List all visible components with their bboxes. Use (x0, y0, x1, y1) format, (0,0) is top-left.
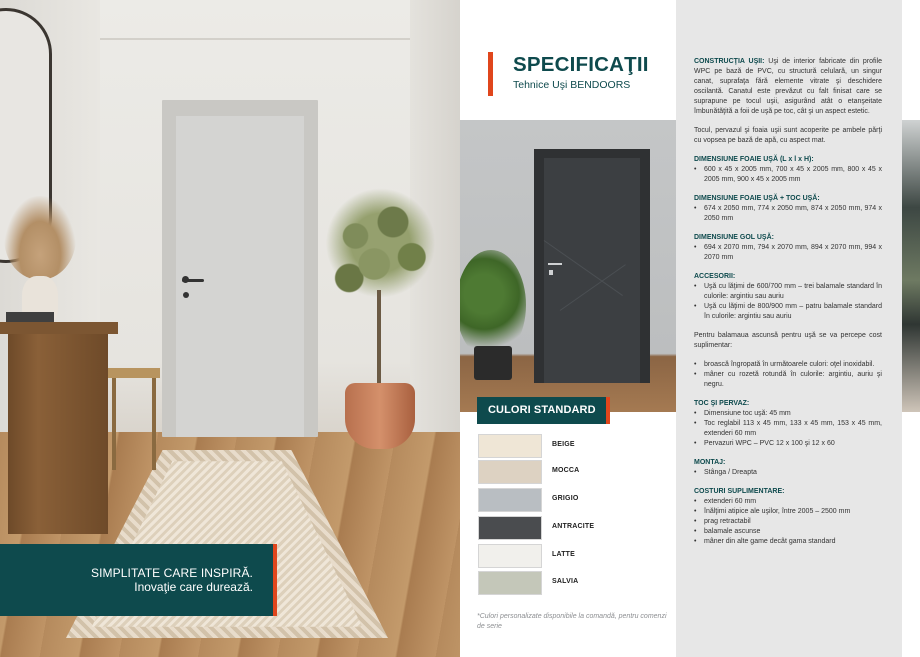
list-item: • 600 x 45 x 2005 mm, 700 x 45 x 2005 mm, 800 x 45 x 2005 mm, 900 x 45 x 2005 mm (694, 165, 882, 185)
color-swatch (478, 488, 542, 512)
section-title: DIMENSIUNE GOL UŞĂ: (694, 234, 774, 241)
color-swatch-row (478, 571, 648, 595)
section-title: ACCESORII: (694, 273, 736, 280)
color-swatch-row (478, 516, 648, 540)
bullet-list (694, 468, 882, 478)
color-name: SALVIA (552, 578, 579, 585)
list-item: • 674 x 2050 mm, 774 x 2050 mm, 874 x 2050 mm, 974 x 2050 mm (694, 204, 882, 224)
door-handle (182, 279, 204, 282)
construction-text: Uşi de interior fabricate din profile WPC pe bază de PVC, cu structură celulară, un singur canat, suprafaţa fără elemente vitrate şi deschidere oscilantă. Canatul este prevăzut cu falt finisat care se suprapune pe tocul uşii, asigurând atât o etanşeitate îmbunătăţită a foii de uşă pe toc, cât şi un aspect estetic. (694, 58, 883, 115)
section-title: DIMENSIUNE FOAIE UŞĂ (L x l x H): (694, 156, 814, 163)
dark-door-photo (460, 120, 676, 412)
spec-column (676, 0, 902, 657)
list-item: • Pervazuri WPC – PVC 12 x 100 şi 12 x 60 (694, 439, 882, 449)
construction-heading: CONSTRUCŢIA UŞII: (694, 58, 765, 65)
ceiling-line (100, 38, 410, 40)
plant (460, 250, 526, 360)
bullet-list (694, 409, 882, 449)
list-item: • Stânga / Dreapta (694, 468, 882, 478)
list-item: • prag retractabil (694, 517, 882, 527)
books (6, 312, 54, 322)
section-title: DIMENSIUNE FOAIE UŞĂ + TOC UŞĂ: (694, 195, 820, 202)
colors-heading: CULORI STANDARD (488, 404, 596, 416)
tagline-box (0, 544, 277, 616)
section-title: TOC ŞI PERVAZ: (694, 400, 750, 407)
list-item: • Dimensiune toc uşă: 45 mm (694, 409, 882, 419)
color-swatch-row (478, 460, 648, 484)
construction-paragraph (694, 57, 882, 117)
bullet-list (694, 282, 882, 322)
color-name: GRIGIO (552, 495, 579, 502)
tree-trunk (377, 290, 381, 386)
stool (108, 368, 160, 378)
list-item: • înălţimi atipice ale uşilor, între 2005 – 2500 mm (694, 507, 882, 517)
finish-paragraph: Tocul, pervazul şi foaia uşii sunt acoperite pe ambele părţi cu vopsea pe bază de apă, cu aspect mat. (694, 127, 882, 144)
stool-leg (152, 378, 156, 470)
bullet-list (694, 165, 882, 185)
color-swatch (478, 460, 542, 484)
page-title: SPECIFICAŢII (513, 53, 649, 76)
anthracite-door (544, 158, 640, 383)
grey-door (176, 116, 304, 437)
door-lock (183, 292, 189, 298)
page-subtitle: Tehnice Uşi BENDOORS (513, 79, 631, 91)
color-swatch-row (478, 488, 648, 512)
pampas-grass (4, 196, 76, 280)
list-item: • 694 x 2070 mm, 794 x 2070 mm, 894 x 2070 mm, 994 x 2070 mm (694, 243, 882, 263)
title-accent-bar (488, 52, 493, 96)
color-footnote: *Culori personalizate disponibile la comandă, pentru comenzi de serie (477, 613, 667, 630)
plant-pot (474, 346, 512, 380)
console-table (0, 322, 118, 334)
color-swatch-row (478, 544, 648, 568)
list-item: • mâner cu rozetă rotundă în culorile: argintiu, auriu şi negru. (694, 370, 882, 390)
terracotta-pot (345, 383, 415, 449)
color-swatch (478, 434, 542, 458)
color-swatch (478, 544, 542, 568)
console-table-base (8, 334, 108, 534)
list-item: • broască îngropată în următoarele culori: oţel inoxidabil. (694, 360, 882, 370)
bullet-list (694, 497, 882, 547)
color-swatch-row (478, 434, 648, 458)
page-edge (902, 412, 920, 657)
color-name: ANTRACITE (552, 523, 595, 530)
color-swatch (478, 516, 542, 540)
list-item: • Uşă cu lăţimi de 600/700 mm – trei balamale standard în culorile: argintiu sau auriu (694, 282, 882, 302)
bullet-list (694, 243, 882, 263)
list-item: • Uşă cu lăţimi de 800/900 mm – patru balamale standard în culorile: argintiu sau auriu (694, 302, 882, 322)
list-item: • extenderi 60 mm (694, 497, 882, 507)
section-title: MONTAJ: (694, 459, 726, 466)
spec-text (694, 57, 882, 556)
color-name: MOCCA (552, 467, 580, 474)
door-handle (548, 263, 562, 265)
colors-heading-box (477, 397, 610, 424)
hinge-note: Pentru balamaua ascunsă pentru uşă se va percepe cost suplimentar: (694, 332, 882, 349)
tagline-line1: SIMPLITATE CARE INSPIRĂ. (91, 566, 253, 580)
bullet-list (694, 360, 882, 390)
list-item: • Toc reglabil 113 x 45 mm, 133 x 45 mm, 153 x 45 mm, extenderi 60 mm (694, 419, 882, 439)
list-item: • balamale ascunse (694, 527, 882, 537)
bullet-list (694, 204, 882, 224)
next-page-photo-edge (902, 120, 920, 412)
list-item: • mâner din alte game decât gama standard (694, 537, 882, 547)
color-name: LATTE (552, 551, 576, 558)
color-name: BEIGE (552, 441, 575, 448)
middle-column (460, 0, 676, 657)
door-lock (549, 270, 553, 275)
stool-leg (112, 378, 116, 470)
tagline-line2: Inovaţie care durează. (134, 580, 253, 594)
page-edge (902, 0, 920, 120)
color-swatch (478, 571, 542, 595)
section-title: COSTURI SUPLIMENTARE: (694, 488, 785, 495)
